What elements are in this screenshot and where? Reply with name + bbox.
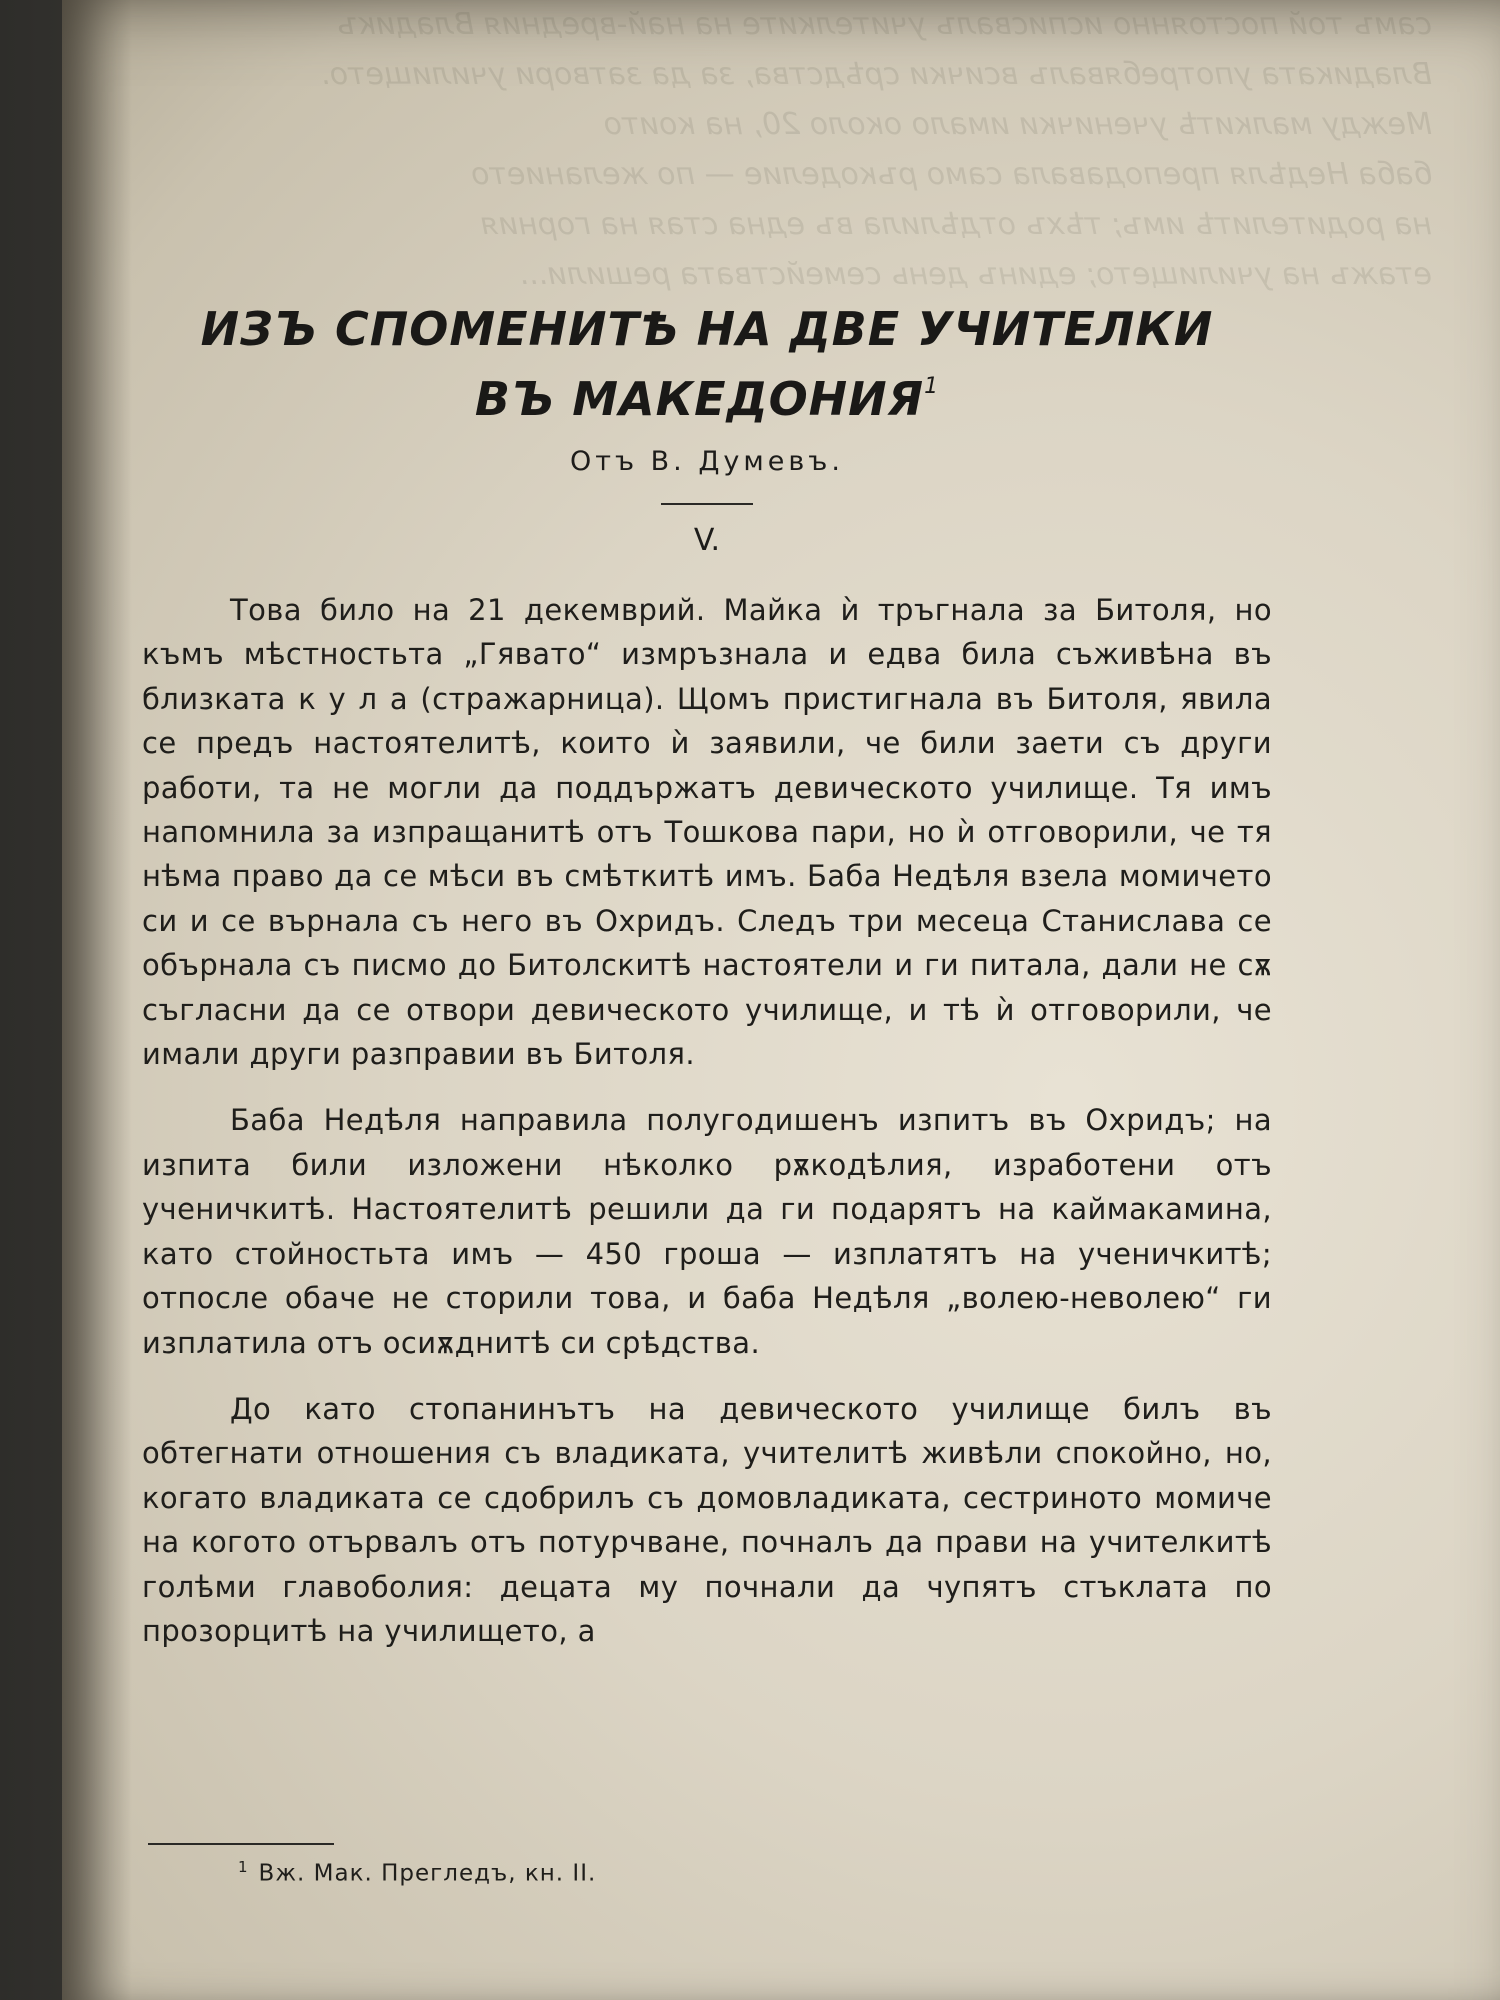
- article: [142, 300, 1272, 1653]
- paragraph-3: До като стопанинътъ на девическото училище билъ въ обтегнати отношения съ владиката, учителитѣ живѣли спокойно, но, когато владиката се сдобрилъ съ домовладиката, сестриното момиче на когото отървалъ отъ потурчване, почналъ да прави на учителкитѣ голѣми главоболия: децата му почнали да чупятъ стъклата по прозорцитѣ на училището, а: [142, 1391, 1272, 1648]
- footnote: [238, 1858, 596, 1887]
- paragraph-2: Баба Недѣля направила полугодишенъ изпитъ въ Охридъ; на изпита били изложени нѣколко рѫкодѣлия, изработени отъ ученичкитѣ. Настоятелитѣ решили да ги подарятъ на каймакамина, като стойностьта имъ — 450 гроша — изплатятъ на ученичкитѣ; отпосле обаче не сторили това, и баба Недѣля „волею-неволею“ ги изплатила отъ осиѫднитѣ си срѣдства.: [142, 1103, 1272, 1360]
- chapter-number: V.: [693, 523, 721, 558]
- title-line-1: ИЗЪ СПОМЕНИТѢ НА ДВЕ УЧИТЕЛКИ: [200, 302, 1214, 356]
- title-footnote-mark: 1: [924, 374, 940, 399]
- title-line-2: ВЪ МАКЕДОНИЯ: [474, 372, 925, 426]
- author-byline: Отъ В. Думевъ.: [570, 446, 844, 477]
- title-divider: [661, 503, 753, 505]
- bleed-through-text: самъ той постоянно исписвалъ учителките на най-вредния Владикъ Владиката употребявалъ всички срѣдства, за да затвори училището. Между малкитѣ ученички имало около 20, на които баба Недѣля преподавала само ръкоделие — по желанието на родителитѣ имъ; тѣхъ отдѣлила въ една стая на горния етажъ на училището; единъ день семействата решили...: [320, 7, 1432, 292]
- footnote-text: Вж. Мак. Прегледъ, кн. II.: [258, 1860, 597, 1887]
- article-title: [142, 300, 1272, 428]
- footnote-mark: 1: [238, 1858, 249, 1876]
- footnote-divider: [148, 1843, 334, 1845]
- paragraph-1: Това било на 21 декемврий. Майка ѝ тръгнала за Битоля, но къмъ мѣстностьта „Гявато“ измръзнала и едва била съживѣна въ близката к у л а (стражарница). Щомъ пристигнала въ Битоля, явила се предъ настоятелитѣ, които ѝ заявили, че били заети съ други работи, та не могли да поддържатъ девическото училище. Тя имъ напомнила за изпращанитѣ отъ Тошкова пари, но ѝ отговорили, че тя нѣма право да се мѣси въ смѣткитѣ имъ. Баба Недѣля взела момичето си и се върнала съ него въ Охридъ. Следъ три месеца Станислава се обърнала съ писмо до Битолскитѣ настоятели и ги питала, дали не сѫ съгласни да се отвори девическото училище, и тѣ ѝ отговорили, че имали други разправии въ Битоля.: [142, 593, 1272, 1072]
